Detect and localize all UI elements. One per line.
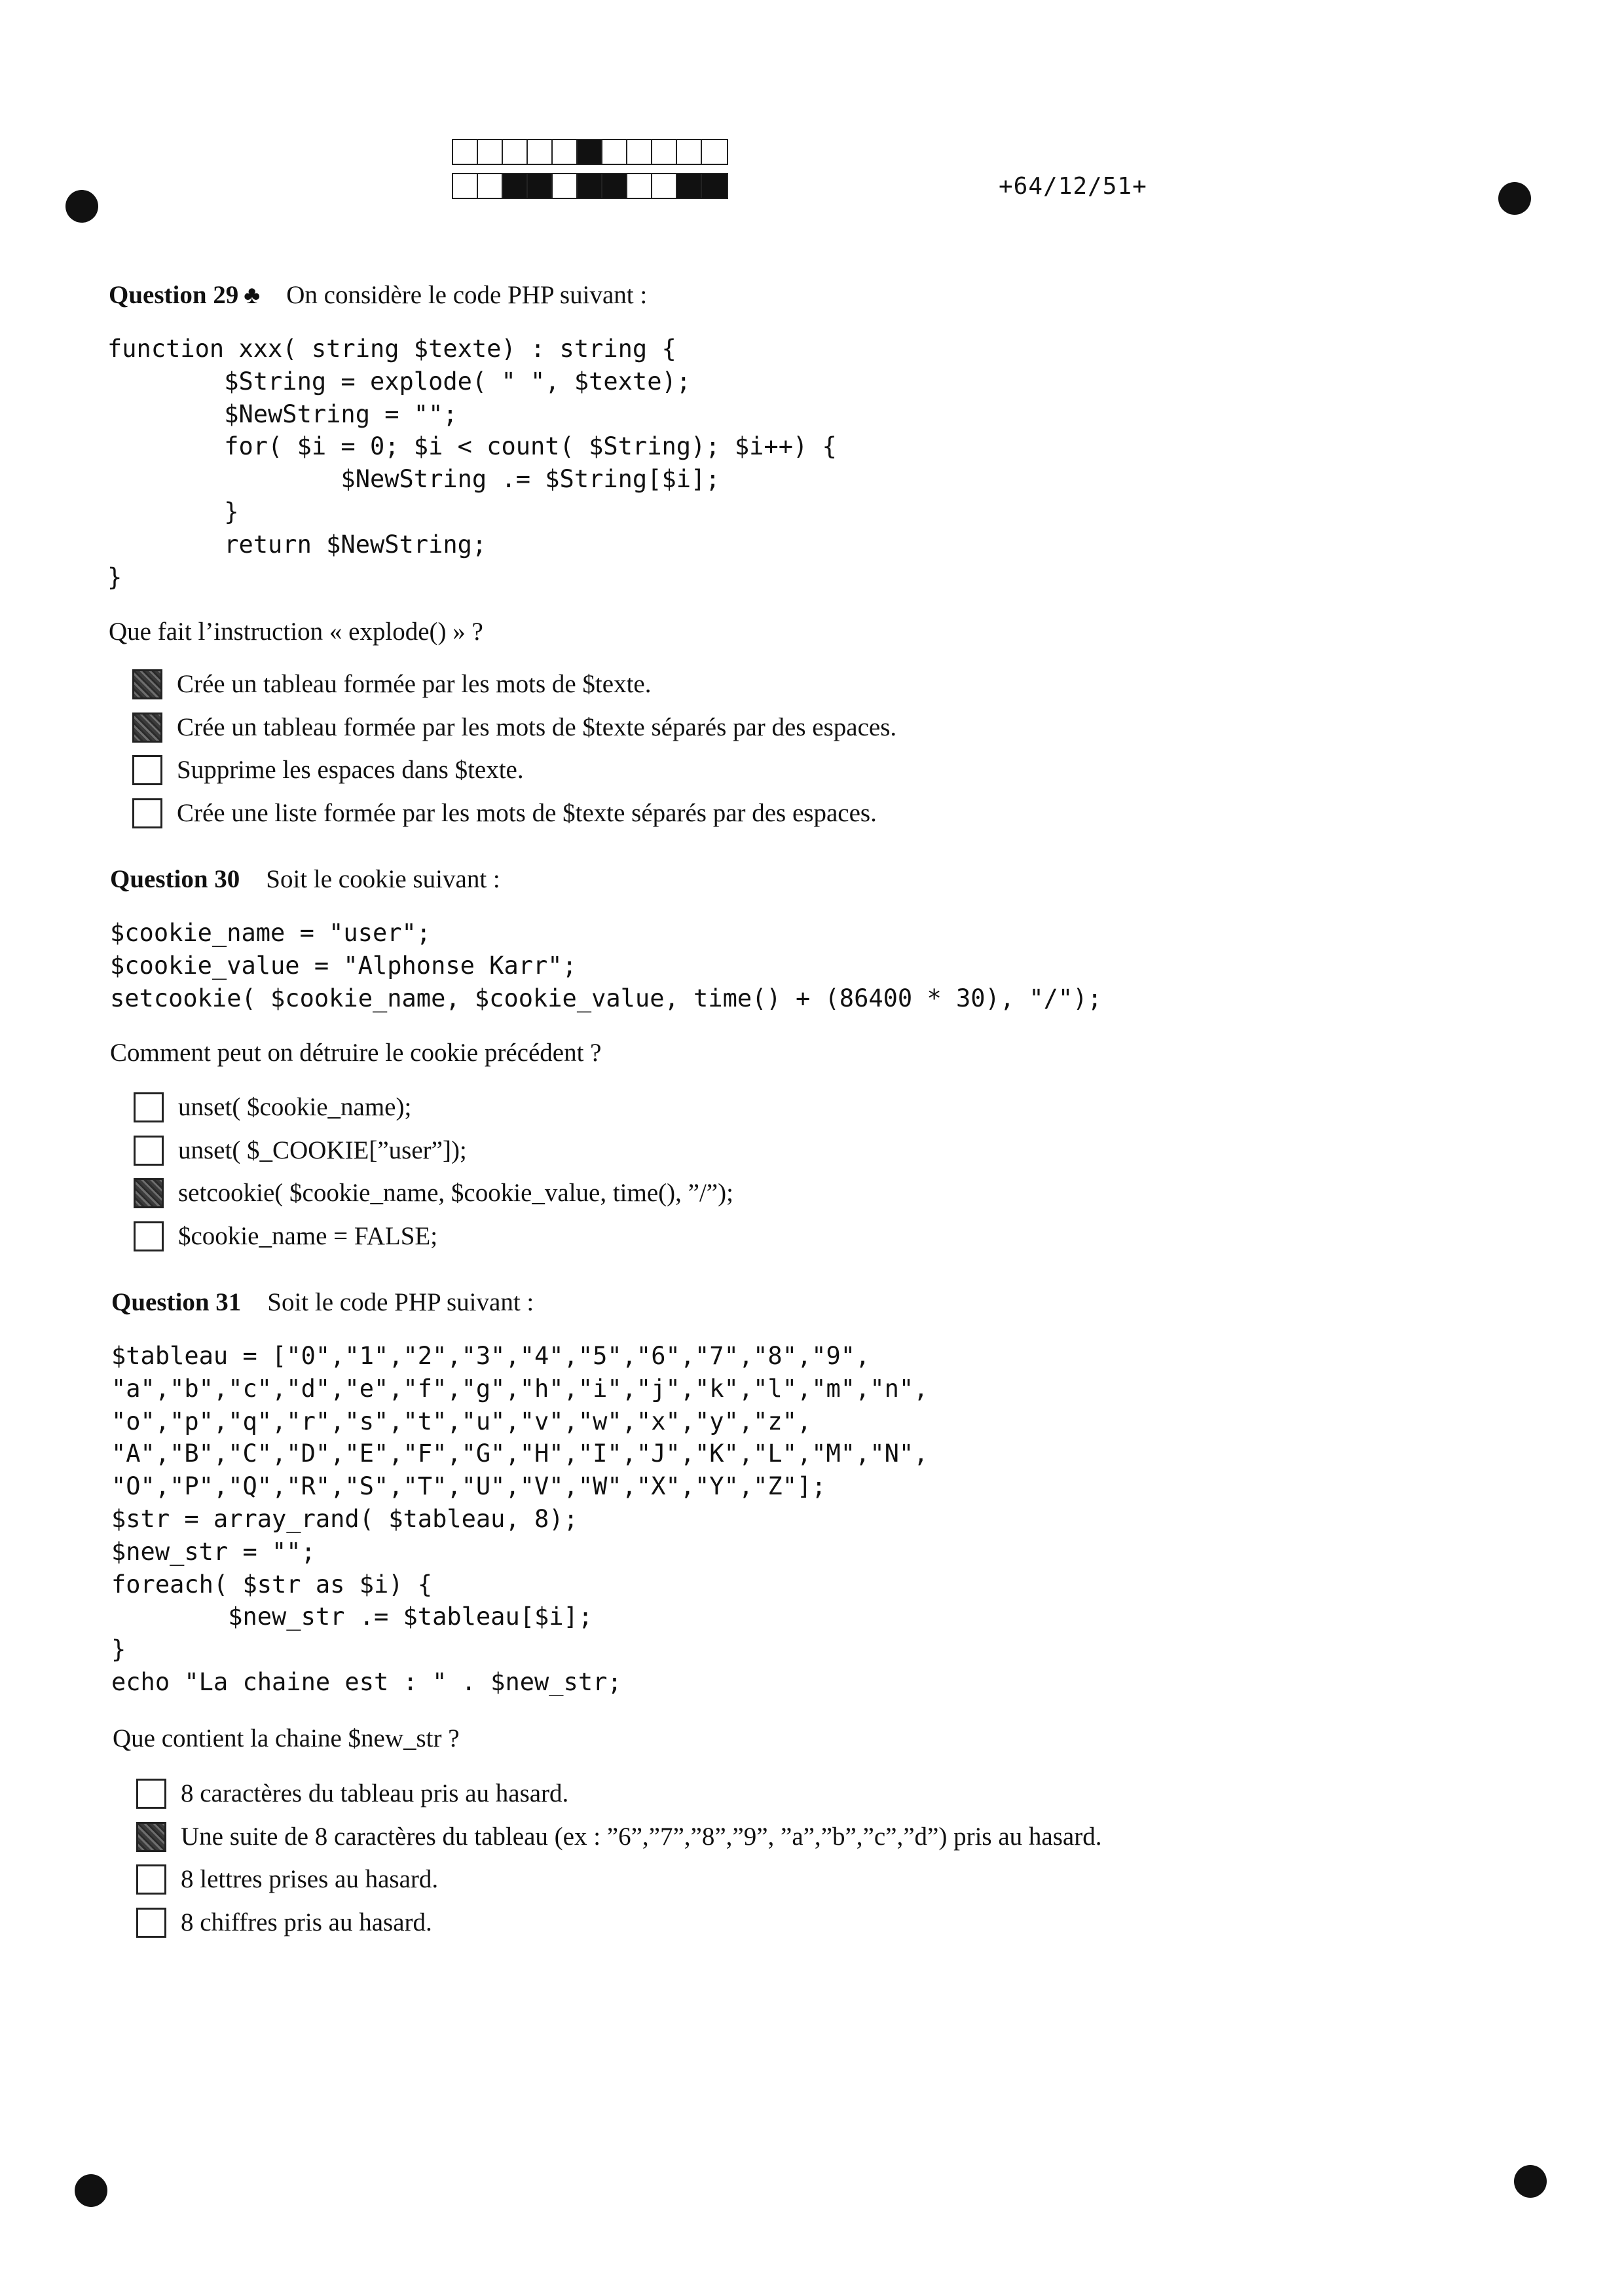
checkbox[interactable] <box>134 1092 164 1122</box>
question-30-intro: Soit le cookie suivant : <box>266 865 500 893</box>
checkbox[interactable] <box>136 1779 166 1809</box>
checked-checkbox[interactable] <box>136 1822 166 1852</box>
barcode-top-cell <box>627 140 652 164</box>
barcode-top-cell <box>602 140 627 164</box>
club-suit-icon: ♣ <box>244 282 261 309</box>
checkbox[interactable] <box>136 1908 166 1938</box>
registration-mark-bottom-right <box>1514 2165 1547 2198</box>
barcode-bottom-cell <box>453 174 478 198</box>
answer-choice-label: 8 caractères du tableau pris au hasard. <box>181 1779 569 1807</box>
question-31-intro: Soit le code PHP suivant : <box>267 1288 534 1316</box>
question-31-label: Question 31 <box>111 1288 242 1316</box>
checkbox[interactable] <box>132 798 162 828</box>
question-30-label: Question 30 <box>110 865 240 893</box>
barcode-top-cell <box>702 140 727 164</box>
barcode-bottom-cell <box>602 174 627 198</box>
question-29-code: function xxx( string $texte) : string { $String = explode( " ", $texte); $NewString = ""; for( $i = 0; $i < count( $String); $i++) { $NewString .= $String[$i]; } return $NewString; } <box>107 335 837 591</box>
question-31-prompt: Que contient la chaine $new_str ? <box>113 1724 460 1752</box>
question-31-header <box>111 1287 534 1318</box>
answer-choice-label: Crée un tableau formée par les mots de $texte. <box>177 670 652 698</box>
barcode-top-cell <box>677 140 702 164</box>
answer-choice-label: unset( $_COOKIE[”user”]); <box>178 1136 467 1164</box>
question-29-label: Question 29 <box>109 281 239 309</box>
answer-choice-label: $cookie_name = FALSE; <box>178 1221 438 1250</box>
question-29-prompt: Que fait l’instruction « explode() » ? <box>109 618 483 646</box>
checkbox[interactable] <box>134 1221 164 1251</box>
barcode-top-cell <box>553 140 578 164</box>
checked-checkbox[interactable] <box>132 713 162 743</box>
barcode-top-cell <box>652 140 677 164</box>
barcode-top-cell <box>503 140 528 164</box>
barcode-bottom-cell <box>528 174 553 198</box>
answer-choice-label: Crée une liste formée par les mots de $texte séparés par des espaces. <box>177 798 877 827</box>
barcode-top-row <box>452 139 728 165</box>
registration-mark-bottom-left <box>75 2174 107 2207</box>
barcode-bottom-cell <box>652 174 677 198</box>
barcode-bottom-cell <box>478 174 503 198</box>
question-30-header <box>110 864 500 895</box>
checked-checkbox[interactable] <box>134 1178 164 1208</box>
barcode-bottom-row <box>452 173 728 199</box>
answer-choice-label: 8 lettres prises au hasard. <box>181 1865 439 1893</box>
checked-checkbox[interactable] <box>132 669 162 699</box>
barcode-bottom-cell <box>578 174 602 198</box>
barcode-top-cell <box>453 140 478 164</box>
barcode-top-cell <box>478 140 503 164</box>
barcode-bottom-cell <box>503 174 528 198</box>
checkbox[interactable] <box>136 1864 166 1895</box>
barcode-bottom-cell <box>677 174 702 198</box>
question-29-intro: On considère le code PHP suivant : <box>286 281 648 309</box>
question-30-prompt: Comment peut on détruire le cookie précédent ? <box>110 1039 602 1067</box>
checkbox[interactable] <box>134 1136 164 1166</box>
question-31-code: $tableau = ["0","1","2","3","4","5","6","7","8","9", "a","b","c","d","e","f","g","h","i","j","k","l","m","n", "o","p","q","r","s","t","u","v","w","x","y","z", "A","B","C","D","E","F","G","H","I","J","K","L","M","N", "O","P","Q","R","S","T","U","V","W","X","Y","Z"]; $str = array_rand( $tableau, 8); $new_str = ""; foreach( $str as $i) { $new_str .= $tableau[$i]; } echo "La chaine est : " . $new_str; <box>111 1342 929 1696</box>
answer-choice-label: Crée un tableau formée par les mots de $texte séparés par des espaces. <box>177 713 897 741</box>
registration-mark-top-left <box>65 190 98 223</box>
answer-choice-label: setcookie( $cookie_name, $cookie_value, time(), ”/”); <box>178 1179 733 1207</box>
barcode-bottom-cell <box>702 174 727 198</box>
barcode-bottom-cell <box>627 174 652 198</box>
registration-mark-top-right <box>1498 182 1531 215</box>
barcode-bottom-cell <box>553 174 578 198</box>
question-29-header <box>109 280 647 310</box>
barcode-top-cell <box>578 140 602 164</box>
checkbox[interactable] <box>132 755 162 785</box>
answer-choice-label: Supprime les espaces dans $texte. <box>177 756 524 784</box>
barcode-top-cell <box>528 140 553 164</box>
answer-choice-label: 8 chiffres pris au hasard. <box>181 1908 432 1936</box>
page-code: +64/12/51+ <box>999 173 1147 200</box>
answer-choice-label: Une suite de 8 caractères du tableau (ex : ”6”,”7”,”8”,”9”, ”a”,”b”,”c”,”d”) pris au hasard. <box>181 1822 1102 1851</box>
question-30-code: $cookie_name = "user"; $cookie_value = "Alphonse Karr"; setcookie( $cookie_name, $cookie_value, time() + (86400 * 30), "/"); <box>110 919 1102 1012</box>
answer-choice-label: unset( $cookie_name); <box>178 1093 412 1121</box>
